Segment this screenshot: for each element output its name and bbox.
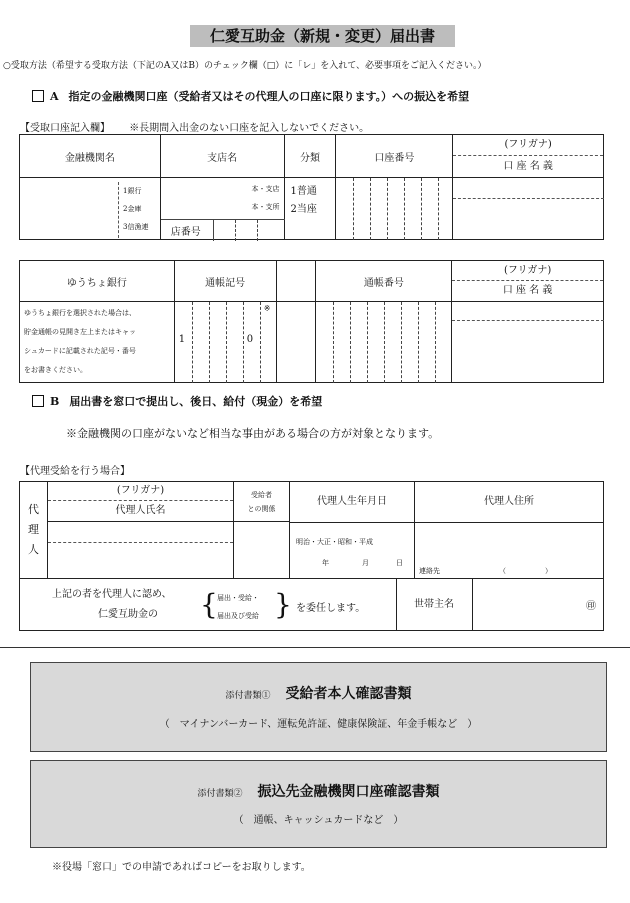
yucho-holder-header xyxy=(452,261,604,302)
col-branch-name: 支店名 xyxy=(160,135,284,178)
option-a-text: 指定の金融機関口座（受給者又はその代理人の口座に限ります。）への振込を希望 xyxy=(68,90,470,103)
proxy-address-label: 代理人住所 xyxy=(415,482,603,523)
option-b-note: ※金融機関の口座がないなど相当な事由がある場合の方が対象となります。 xyxy=(66,427,440,440)
attachment-2-detail: （ 通帳、キャッシュカードなど ） xyxy=(233,815,404,826)
section-divider xyxy=(0,647,630,648)
col-passbook-code: 通帳記号 xyxy=(174,261,276,302)
relation-label-1: 受給者 xyxy=(251,491,272,499)
holder-label: 口 座 名 義 xyxy=(503,161,553,172)
yucho-note xyxy=(20,302,175,383)
yucho-spacer-cell xyxy=(276,302,316,383)
attachment-2-box xyxy=(30,760,607,848)
seal-mark: ㊞ xyxy=(586,601,596,612)
attachment-2-title: 振込先金融機関口座確認書類 xyxy=(257,784,440,800)
branch-number-label: 店番号 xyxy=(170,227,201,238)
proxy-address-column xyxy=(415,482,603,578)
proxy-section-header: 【代理受給を行う場合】 xyxy=(20,466,130,477)
option-a-checkbox[interactable] xyxy=(32,90,44,102)
account-type-cell xyxy=(284,178,336,240)
bank-type-option[interactable]: 3信漁連 xyxy=(123,223,149,231)
delegate-text-2: 仁愛互助金の xyxy=(98,609,158,620)
passbook-number-cell[interactable] xyxy=(316,302,452,383)
proxy-name-column xyxy=(48,482,234,578)
page-title: 仁愛互助金（新規・変更）届出書 xyxy=(190,25,455,47)
delegate-text-1: 上記の者を代理人に認め、 xyxy=(52,589,172,600)
footer-note: ※役場「窓口」での申請であればコピーをお取りします。 xyxy=(52,862,311,873)
era-options[interactable]: 明治・大正・昭和・平成 xyxy=(296,538,373,546)
brace-option-1[interactable]: 届出・受給・ xyxy=(217,594,259,602)
birth-month-label: 月 xyxy=(362,559,369,567)
contact-paren-open: （ xyxy=(499,567,506,575)
col-account-number: 口座番号 xyxy=(336,135,453,178)
instruction-text: ○受取方法（希望する受取方法（下記のA又はB）のチェック欄（□）に「レ」を入れて、必要事項をご記入ください。） xyxy=(3,61,487,71)
yucho-holder-label: 口 座 名 義 xyxy=(502,285,553,296)
proxy-side-char: 代 xyxy=(28,503,39,516)
brace-right-icon: } xyxy=(274,588,292,621)
proxy-birth-label: 代理人生年月日 xyxy=(290,482,414,523)
branch-type-option[interactable]: 本・支所 xyxy=(251,203,280,211)
account-section-header xyxy=(20,119,369,134)
yucho-note-line: シュカードに記載された記号・番号 xyxy=(24,347,136,355)
branch-cell[interactable] xyxy=(160,178,284,240)
attachment-1-detail: （ マイナンバーカード、運転免許証、健康保険証、年金手帳など ） xyxy=(159,719,478,730)
option-b-checkbox[interactable] xyxy=(32,395,44,407)
option-a-letter: A xyxy=(50,89,59,103)
holder-kana-label: (フリガナ) xyxy=(453,135,603,156)
holder-cell[interactable] xyxy=(453,178,604,240)
option-b-text: 届出書を窓口で提出し、後日、給付（現金）を希望 xyxy=(69,395,323,408)
bank-type-option[interactable]: 2金庫 xyxy=(123,205,142,213)
proxy-kana-input[interactable] xyxy=(48,542,233,543)
yucho-spacer xyxy=(276,261,316,302)
yucho-holder-cell[interactable] xyxy=(452,302,604,383)
householder-label: 世帯主名 xyxy=(414,599,454,610)
proxy-name-label: 代理人氏名 xyxy=(48,500,233,522)
passbook-code-first-digit: 1 xyxy=(178,334,186,345)
col-passbook-number: 通帳番号 xyxy=(316,261,452,302)
yucho-note-line: ゆうちょ銀行を選択された場合は、 xyxy=(24,309,136,317)
yucho-note-line: 貯金通帳の見開き左上またはキャッ xyxy=(24,328,136,336)
delegation-row xyxy=(20,578,603,631)
passbook-code-last-digit: 0 xyxy=(246,334,254,345)
proxy-table xyxy=(19,481,604,631)
col-account-type: 分類 xyxy=(284,135,336,178)
branch-type-option[interactable]: 本・支店 xyxy=(251,185,280,193)
bank-account-table xyxy=(19,134,604,240)
proxy-side-char: 人 xyxy=(28,543,39,556)
contact-paren-close: ） xyxy=(545,567,552,575)
yucho-kana-label: (フリガナ) xyxy=(452,261,603,281)
account-number-cell[interactable] xyxy=(336,178,453,240)
brace-option-2[interactable]: 届出及び受給 xyxy=(217,612,259,620)
account-type-option[interactable]: 1普通 xyxy=(290,185,317,197)
attachment-2-label: 添付書類② xyxy=(197,789,243,799)
birth-year-label: 年 xyxy=(322,559,329,567)
account-section-title: 【受取口座記入欄】 xyxy=(20,123,110,134)
passbook-code-cell[interactable] xyxy=(174,302,276,383)
bank-type-cell xyxy=(20,178,161,240)
relation-label-2: との関係 xyxy=(247,505,276,513)
yucho-table xyxy=(19,260,604,383)
brace-left-icon: { xyxy=(200,588,218,621)
option-b xyxy=(32,393,322,409)
attachment-1-label: 添付書類① xyxy=(225,691,271,701)
yucho-note-line: をお書きください。 xyxy=(24,366,87,374)
option-a xyxy=(32,88,469,104)
passbook-code-mark: ※ xyxy=(263,304,271,313)
account-section-note: ※長期間入出金のない口座を記入しないでください。 xyxy=(129,123,370,134)
option-b-letter: B xyxy=(50,394,60,408)
col-bank-name: 金融機関名 xyxy=(20,135,161,178)
delegate-text-3: を委任します。 xyxy=(296,603,366,614)
proxy-side-label xyxy=(20,482,48,578)
holder-header xyxy=(453,135,604,178)
attachment-1-title: 受給者本人確認書類 xyxy=(285,686,412,702)
account-type-option[interactable]: 2当座 xyxy=(290,203,317,215)
birth-day-label: 日 xyxy=(396,559,403,567)
contact-label: 連絡先 xyxy=(419,567,440,575)
proxy-relation-column xyxy=(234,482,290,578)
col-yucho-bank: ゆうちょ銀行 xyxy=(20,261,175,302)
proxy-side-char: 理 xyxy=(28,523,39,536)
bank-type-option[interactable]: 1銀行 xyxy=(123,187,142,195)
attachment-1-box xyxy=(30,662,607,752)
proxy-birth-column xyxy=(290,482,415,578)
proxy-kana-label: (フリガナ) xyxy=(48,482,233,501)
